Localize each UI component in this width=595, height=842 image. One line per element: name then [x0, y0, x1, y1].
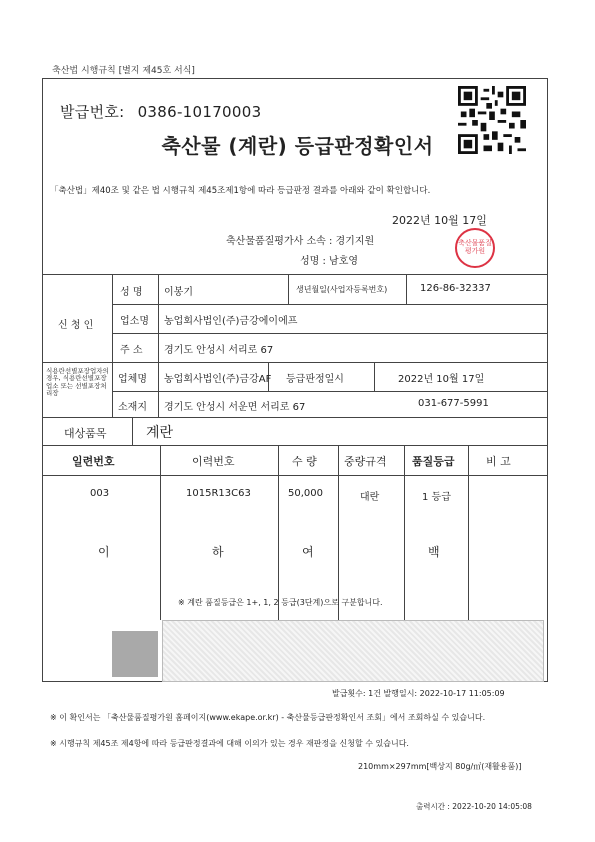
qr-code-icon: [456, 86, 528, 154]
issue-number: 0386-10170003: [137, 103, 262, 121]
header-remarks: 비 고: [486, 455, 511, 468]
address-label: 주 소: [120, 345, 143, 356]
business-value: 농업회사법인(주)금강에이에프: [164, 316, 298, 327]
location-label: 소재지: [118, 402, 147, 413]
header-quantity: 수 량: [292, 455, 317, 468]
divider: [42, 417, 548, 418]
row-quantity: 50,000: [288, 488, 323, 499]
row-weight: 대란: [360, 492, 380, 503]
divider: [112, 333, 548, 334]
divider: [160, 445, 161, 620]
divider: [288, 274, 289, 304]
evaluator-name: 성명 : 남호영: [300, 256, 359, 267]
name-value: 이봉기: [164, 287, 193, 298]
divider: [338, 445, 339, 620]
divider: [112, 304, 548, 305]
address-value: 경기도 안성시 서리로 67: [164, 345, 274, 356]
divider: [112, 274, 113, 417]
row-trace: 1015R13C63: [186, 488, 251, 499]
footer-note-2: ※ 시행규칙 제45조 제4항에 따라 등급판정결과에 대해 이의가 있는 경우 재판정을 신청할 수 있습니다.: [50, 739, 409, 748]
birth-label: 생년월일(사업자등록번호): [296, 285, 388, 294]
header-grade: 품질등급: [412, 455, 455, 468]
company-label: 업체명: [118, 374, 147, 385]
issue-number-line: [60, 101, 261, 122]
item-value: 계란: [146, 425, 174, 441]
header-serial: 일련번호: [72, 455, 115, 468]
form-reference: 축산법 시행규칙 [별지 제45호 서식]: [52, 66, 195, 76]
row-serial: 003: [90, 488, 110, 499]
divider: [406, 274, 407, 304]
blank-mark: 하: [212, 545, 224, 559]
birth-value: 126-86-32337: [420, 283, 491, 294]
header-weight: 중량규격: [344, 455, 387, 468]
official-seal: 축산물품질평가원: [455, 228, 495, 268]
issue-number-label: 발급번호:: [60, 103, 125, 121]
grade-footnote: ※ 계란 품질등급은 1+, 1, 2 등급(3단계)으로 구분합니다.: [178, 598, 383, 607]
facility-section-label: 식용란선별포장업자의 경우, 식용란선별포장업소 또는 선별포장처리장: [46, 367, 109, 398]
footer-note-1: ※ 이 확인서는 「축산물품질평가원 홈페이지(www.ekape.or.kr) - 축산물등급판정확인서 조회」에서 조회하실 수 있습니다.: [50, 713, 486, 722]
document-title: 축산물 (계란) 등급판정확인서: [161, 134, 434, 158]
print-time: 출력시간 : 2022-10-20 14:05:08: [416, 802, 532, 811]
divider: [112, 391, 548, 392]
grading-date-label: 등급판정일시: [286, 374, 344, 385]
paper-spec: 210mm×297mm[백상지 80g/㎡(재활용품)]: [358, 762, 522, 771]
phone-value: 031-677-5991: [418, 398, 489, 409]
grading-date-value: 2022년 10월 17일: [398, 374, 485, 385]
evaluator-affiliation: 축산물품질평가사 소속 : 경기지원: [226, 236, 375, 247]
issue-info: 발급횟수: 1건 발행일시: 2022-10-17 11:05:09: [332, 689, 505, 698]
watermark-stamp: [112, 631, 158, 677]
company-value: 농업회사법인(주)금강AF: [164, 374, 272, 385]
divider: [42, 362, 548, 363]
divider: [132, 417, 133, 445]
issue-date: 2022년 10월 17일: [392, 214, 487, 227]
scan-noise-area: [162, 620, 544, 682]
divider: [468, 445, 469, 620]
divider: [42, 475, 548, 476]
header-trace: 이력번호: [192, 455, 235, 468]
blank-mark: 여: [302, 545, 314, 559]
divider: [404, 445, 405, 620]
confirmation-notice: 「축산법」제40조 및 같은 법 시행규칙 제45조제1항에 따라 등급판정 결과를 아래와 같이 확인합니다.: [50, 186, 431, 196]
divider: [374, 362, 375, 391]
name-label: 성 명: [120, 287, 143, 298]
divider: [158, 274, 159, 417]
blank-mark: 이: [98, 545, 110, 559]
applicant-section-label: 신 청 인: [58, 320, 94, 331]
blank-mark: 백: [428, 545, 440, 559]
row-grade: 1 등급: [422, 492, 451, 503]
divider: [42, 445, 548, 446]
divider: [278, 445, 279, 620]
location-value: 경기도 안성시 서운면 서리로 67: [164, 402, 306, 413]
item-label: 대상품목: [64, 427, 107, 440]
divider: [42, 274, 548, 275]
business-label: 업소명: [120, 316, 149, 327]
